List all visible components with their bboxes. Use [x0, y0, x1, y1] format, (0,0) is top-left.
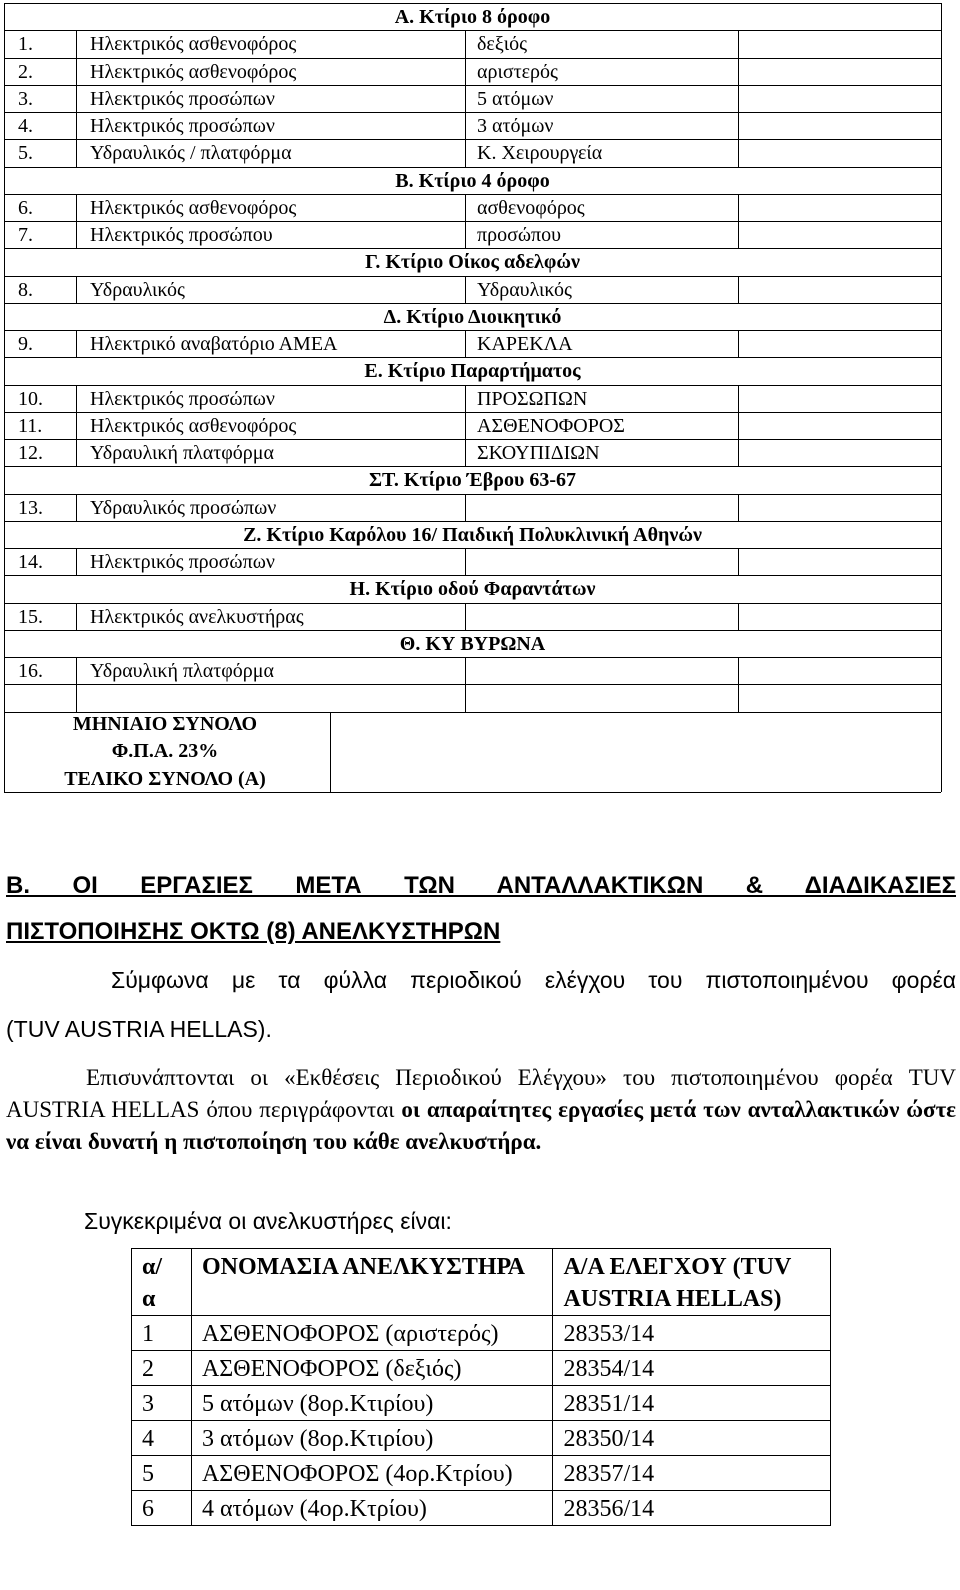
table-vertical-rule: [76, 494, 77, 522]
elevator-name: ΑΣΘΕΝΟΦΟΡΟΣ (δεξιός): [191, 1351, 553, 1386]
table-vertical-rule: [465, 112, 466, 140]
elevator-type: Υδραυλική πλατφόρμα: [90, 660, 274, 682]
item-number: 2.: [18, 60, 33, 83]
table-vertical-rule: [465, 194, 466, 222]
table-vertical-rule: [465, 385, 466, 413]
elevator-inspection-table: [131, 1248, 831, 1526]
table-vertical-rule: [465, 548, 466, 576]
table-vertical-rule: [738, 330, 739, 358]
table-vertical-rule: [4, 139, 5, 167]
table-vertical-rule: [738, 276, 739, 304]
building-header: ΣΤ. Κτίριο Έβρου 63-67: [368, 469, 577, 492]
building-header: Θ. ΚΥ ΒΥΡΩΝΑ: [399, 632, 546, 655]
inspection-number: 28350/14: [553, 1421, 831, 1456]
elevator-type: Ηλεκτρικό αναβατόριο ΑΜΕΑ: [90, 333, 338, 355]
elevator-location: Υδραυλικός: [477, 278, 572, 301]
elevator-location: 5 ατόμων: [477, 87, 554, 110]
paragraph-2-bold-text: οι απαραίτητες εργασίες μετά των ανταλλακτικών ώστε να είναι δυνατή η πιστοποίηση του κάθε ανελκυστήρα.: [6, 1097, 956, 1154]
table-row: [132, 1316, 831, 1351]
table-vertical-rule: [465, 684, 466, 712]
elevator-type: Ηλεκτρικός ασθενοφόρος: [90, 33, 297, 56]
item-number: 4.: [18, 115, 33, 137]
table-vertical-rule: [76, 194, 77, 222]
table-vertical-rule: [941, 167, 942, 195]
elevator-type: Ηλεκτρικός προσώπου: [90, 224, 273, 246]
elevator-location: αριστερός: [477, 60, 558, 83]
total-label: ΤΕΛΙΚΟ ΣΥΝΟΛΟ (Α): [64, 768, 266, 790]
paragraph-1-line2: (TUV AUSTRIA HELLAS).: [6, 1016, 272, 1042]
table-row: [132, 1421, 831, 1456]
inspection-number: 28354/14: [553, 1351, 831, 1386]
table-vertical-rule: [941, 112, 942, 140]
elevator-location: Κ. Χειρουργεία: [477, 142, 603, 165]
elevator-type: Ηλεκτρικός προσώπων: [90, 115, 275, 137]
inspection-number: 28351/14: [553, 1386, 831, 1421]
paragraph-2-text: Επισυνάπτονται οι «Εκθέσεις Περιοδικού Ελέγχου» του πιστοποιημένου φορέα TUV AUSTRIA HELLAS όπου περιγράφονται: [6, 1065, 956, 1122]
table-vertical-rule: [941, 385, 942, 413]
table-vertical-rule: [738, 112, 739, 140]
table-vertical-rule: [738, 494, 739, 522]
table-header-row: [132, 1249, 831, 1316]
table-vertical-rule: [76, 221, 77, 249]
item-number: 12.: [18, 442, 43, 464]
item-number: 5.: [18, 142, 33, 165]
item-number: 9.: [18, 333, 33, 355]
table-vertical-rule: [465, 657, 466, 685]
table-vertical-rule: [941, 712, 942, 792]
row-index: 5: [132, 1456, 192, 1491]
table-vertical-rule: [76, 139, 77, 167]
table-vertical-rule: [738, 603, 739, 631]
table-vertical-rule: [941, 221, 942, 249]
table-vertical-rule: [941, 3, 942, 31]
building-header: Β. Κτίριο 4 όροφο: [395, 169, 550, 192]
inspection-number: 28356/14: [553, 1491, 831, 1526]
table-vertical-rule: [76, 603, 77, 631]
row-index: 3: [132, 1386, 192, 1421]
table-vertical-rule: [76, 330, 77, 358]
table-vertical-rule: [4, 548, 5, 576]
table-vertical-rule: [76, 439, 77, 467]
table-vertical-rule: [738, 385, 739, 413]
table-vertical-rule: [941, 330, 942, 358]
column-header: Α/Α ΕΛΕΓΧΟΥ (TUV AUSTRIA HELLAS): [553, 1249, 831, 1316]
building-header: Δ. Κτίριο Διοικητικό: [383, 305, 562, 328]
table-vertical-rule: [465, 603, 466, 631]
table-vertical-rule: [941, 575, 942, 603]
elevator-type: Υδραυλικός: [90, 278, 185, 301]
table-row: [132, 1351, 831, 1386]
item-number: 8.: [18, 278, 33, 301]
table-vertical-rule: [4, 412, 5, 440]
table-vertical-rule: [465, 330, 466, 358]
row-index: 1: [132, 1316, 192, 1351]
table-vertical-rule: [4, 385, 5, 413]
table-vertical-rule: [76, 684, 77, 712]
elevator-location: δεξιός: [477, 33, 528, 56]
table-vertical-rule: [330, 712, 331, 792]
table-vertical-rule: [76, 112, 77, 140]
table-vertical-rule: [4, 603, 5, 631]
table-vertical-rule: [941, 357, 942, 385]
table-vertical-rule: [941, 684, 942, 712]
item-number: 3.: [18, 87, 33, 110]
table-vertical-rule: [738, 58, 739, 86]
table-vertical-rule: [941, 303, 942, 331]
table-vertical-rule: [941, 139, 942, 167]
elevator-type: Ηλεκτρικός προσώπων: [90, 87, 275, 110]
table-vertical-rule: [465, 276, 466, 304]
table-vertical-rule: [4, 194, 5, 222]
table-vertical-rule: [941, 194, 942, 222]
table-vertical-rule: [76, 548, 77, 576]
elevator-type: Υδραυλική πλατφόρμα: [90, 442, 274, 464]
elevator-name: 3 ατόμων (8ορ.Κτιρίου): [191, 1421, 553, 1456]
table-vertical-rule: [738, 30, 739, 58]
table-vertical-rule: [465, 221, 466, 249]
building-header: Η. Κτίριο οδού Φαραντάτων: [349, 578, 596, 601]
table-row: [132, 1386, 831, 1421]
elevator-location: προσώπου: [477, 224, 562, 246]
table-vertical-rule: [738, 548, 739, 576]
item-number: 11.: [18, 414, 43, 437]
elevator-location: ασθενοφόρος: [477, 196, 585, 219]
table-vertical-rule: [76, 30, 77, 58]
table-vertical-rule: [465, 439, 466, 467]
table-vertical-rule: [4, 112, 5, 140]
item-number: 6.: [18, 196, 33, 219]
elevator-location: ΑΣΘΕΝΟΦΟΡΟΣ: [477, 414, 625, 437]
table-vertical-rule: [738, 657, 739, 685]
table-vertical-rule: [465, 494, 466, 522]
table-vertical-rule: [465, 85, 466, 113]
elevator-type: Ηλεκτρικός προσώπων: [90, 387, 275, 410]
table-vertical-rule: [738, 439, 739, 467]
elevator-type: Υδραυλικός / πλατφόρμα: [90, 142, 292, 165]
table-vertical-rule: [76, 657, 77, 685]
building-header: Α. Κτίριο 8 όροφο: [394, 6, 551, 28]
table-horizontal-rule: [4, 684, 941, 685]
elevator-location: 3 ατόμων: [477, 115, 554, 137]
item-number: 15.: [18, 605, 43, 628]
table-vertical-rule: [941, 548, 942, 576]
table-vertical-rule: [738, 194, 739, 222]
table-vertical-rule: [4, 494, 5, 522]
table-vertical-rule: [465, 58, 466, 86]
item-number: 16.: [18, 660, 43, 682]
table-row: [132, 1491, 831, 1526]
table-vertical-rule: [738, 85, 739, 113]
item-number: 10.: [18, 387, 43, 410]
building-header: Ε. Κτίριο Παραρτήματος: [364, 360, 581, 383]
elevator-type: Ηλεκτρικός ασθενοφόρος: [90, 60, 297, 83]
elevator-location: ΣΚΟΥΠΙΔΙΩΝ: [477, 442, 600, 464]
building-header: Ζ. Κτίριο Καρόλου 16/ Παιδική Πολυκλινική Αθηνών: [243, 523, 702, 546]
table-vertical-rule: [738, 684, 739, 712]
total-label: ΜΗΝΙΑΙΟ ΣΥΝΟΛΟ: [72, 713, 258, 735]
table-vertical-rule: [941, 276, 942, 304]
building-header: Γ. Κτίριο Οίκος αδελφών: [365, 251, 580, 274]
elevator-type: Ηλεκτρικός ασθενοφόρος: [90, 196, 297, 219]
inspection-number: 28357/14: [553, 1456, 831, 1491]
elevator-type: Υδραυλικός προσώπων: [90, 496, 277, 519]
table-vertical-rule: [738, 221, 739, 249]
elevator-type: Ηλεκτρικός ασθενοφόρος: [90, 414, 297, 437]
table-vertical-rule: [465, 139, 466, 167]
table-vertical-rule: [941, 439, 942, 467]
table-vertical-rule: [941, 30, 942, 58]
table-vertical-rule: [941, 603, 942, 631]
elevators-intro: Συγκεκριμένα οι ανελκυστήρες είναι:: [84, 1208, 452, 1234]
item-number: 7.: [18, 224, 33, 246]
table-vertical-rule: [941, 248, 942, 276]
elevator-location: ΠΡΟΣΩΠΩΝ: [477, 387, 588, 410]
row-index: 2: [132, 1351, 192, 1386]
elevator-name: ΑΣΘΕΝΟΦΟΡΟΣ (αριστερός): [191, 1316, 553, 1351]
table-vertical-rule: [465, 30, 466, 58]
table-vertical-rule: [941, 58, 942, 86]
section-b-heading-line2: ΠΙΣΤΟΠΟΙΗΣΗΣ ΟΚΤΩ (8) ΑΝΕΛΚΥΣΤΗΡΩΝ: [6, 918, 501, 945]
elevator-location: ΚΑΡΕΚΛΑ: [477, 333, 573, 355]
row-index: 6: [132, 1491, 192, 1526]
item-number: 14.: [18, 551, 43, 573]
table-vertical-rule: [941, 85, 942, 113]
section-b-heading-line1: Β. ΟΙ ΕΡΓΑΣΙΕΣ ΜΕΤΑ ΤΩΝ ΑΝΤΑΛΛΑΚΤΙΚΩΝ & ΔΙΑΔΙΚΑΣΙΕΣ: [6, 872, 956, 899]
table-vertical-rule: [941, 630, 942, 658]
table-vertical-rule: [76, 276, 77, 304]
table-vertical-rule: [941, 466, 942, 494]
elevator-type: Ηλεκτρικός προσώπων: [90, 551, 275, 573]
table-vertical-rule: [4, 58, 5, 86]
table-vertical-rule: [76, 85, 77, 113]
total-label: Φ.Π.Α. 23%: [111, 740, 219, 762]
table-vertical-rule: [738, 139, 739, 167]
table-vertical-rule: [465, 412, 466, 440]
item-number: 1.: [18, 33, 33, 56]
paragraph-1-line1: Σύμφωνα με τα φύλλα περιοδικού ελέγχου του πιστοποιημένου φορέα: [111, 967, 956, 993]
table-vertical-rule: [4, 439, 5, 467]
column-header: α/ α: [132, 1249, 192, 1316]
inspection-number: 28353/14: [553, 1316, 831, 1351]
table-vertical-rule: [941, 494, 942, 522]
item-number: 13.: [18, 496, 43, 519]
table-vertical-rule: [4, 30, 5, 58]
table-vertical-rule: [941, 657, 942, 685]
table-horizontal-rule: [4, 792, 941, 793]
table-vertical-rule: [4, 221, 5, 249]
paragraph-2: [6, 1062, 956, 1158]
table-vertical-rule: [76, 385, 77, 413]
table-vertical-rule: [941, 412, 942, 440]
table-vertical-rule: [4, 657, 5, 685]
table-vertical-rule: [941, 521, 942, 549]
elevator-name: ΑΣΘΕΝΟΦΟΡΟΣ (4ορ.Κτρίου): [191, 1456, 553, 1491]
table-vertical-rule: [4, 330, 5, 358]
row-index: 4: [132, 1421, 192, 1456]
elevator-name: 4 ατόμων (4ορ.Κτρίου): [191, 1491, 553, 1526]
table-vertical-rule: [76, 412, 77, 440]
column-header: ΟΝΟΜΑΣΙΑ ΑΝΕΛΚΥΣΤΗΡΑ: [191, 1249, 553, 1316]
table-vertical-rule: [4, 85, 5, 113]
table-vertical-rule: [4, 684, 5, 712]
table-vertical-rule: [4, 276, 5, 304]
elevator-type: Ηλεκτρικός ανελκυστήρας: [90, 605, 304, 628]
table-vertical-rule: [738, 412, 739, 440]
table-vertical-rule: [76, 58, 77, 86]
elevator-name: 5 ατόμων (8ορ.Κτιρίου): [191, 1386, 553, 1421]
table-row: [132, 1456, 831, 1491]
